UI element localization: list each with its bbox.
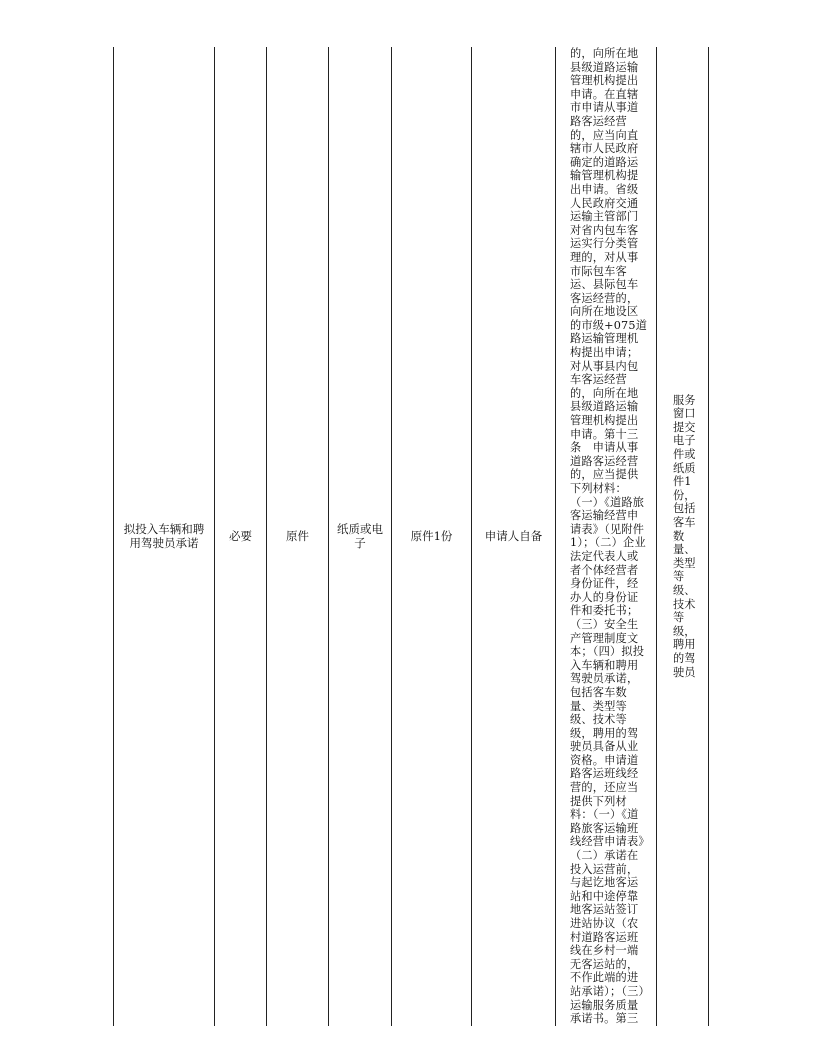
source: 申请人自备 xyxy=(484,529,543,544)
material-form: 原件 xyxy=(286,529,309,544)
quantity: 原件1份 xyxy=(410,529,453,544)
necessity: 必要 xyxy=(229,529,252,544)
source-cell xyxy=(472,47,556,1026)
legal-basis: 的，向所在地县级道路运输管理机构提出申请。在直辖市申请从事道路客运经营的，应当向直辖市人民政府确定的道路运输管理机构提出申请。省级人民政府交通运输主管部门对省内包车客运实行分类管理的，对从事市际包车客运、县际包车客运经营的，向所在地设区的市级+075道路运输管理机构提出申请；对从事县内包车客运经营的，向所在地县级道路运输管理机构提出申请。第十三条 申请从事道路客运经营的，应当提供下列材料：（一）《道路旅客运输经营申请表》（见附件1）；（二）企业法定代表人或者个体经营者身份证件，经办人的身份证件和委托书；（三）安全生产管理制度文本；（四）拟投入车辆和聘用驾驶员承诺，包括客车数量、类型等级、技术等级，聘用的驾驶员具备从业资格。申请道路客运班线经营的，还应当提供下列材料：（一）《道路旅客运输班线经营申请表》（二）承诺在投入运营前，与起讫地客运站和中途停靠地客运站签订进站协议（农村道路客运班线在乡村一端无客运站的，不作此端的进站承诺）；（三）运输服务质量承诺书。第三 xyxy=(570,47,648,1026)
carrier-cell xyxy=(329,47,392,1026)
remarks: 服务窗口提交电子件或纸质件1份，包括客车数量、类型等级、技术等级，聘用的驾驶员 xyxy=(673,393,696,679)
material-name-cell xyxy=(114,47,215,1026)
table-row xyxy=(114,47,709,1026)
material-form-cell xyxy=(267,47,329,1026)
carrier: 纸质或电子 xyxy=(337,522,383,551)
legal-basis-cell xyxy=(556,47,657,1026)
materials-table xyxy=(113,47,709,1026)
remarks-cell xyxy=(657,47,709,1026)
material-name: 拟投入车辆和聘用驾驶员承诺 xyxy=(123,522,205,551)
quantity-cell xyxy=(392,47,472,1026)
necessity-cell xyxy=(215,47,267,1026)
